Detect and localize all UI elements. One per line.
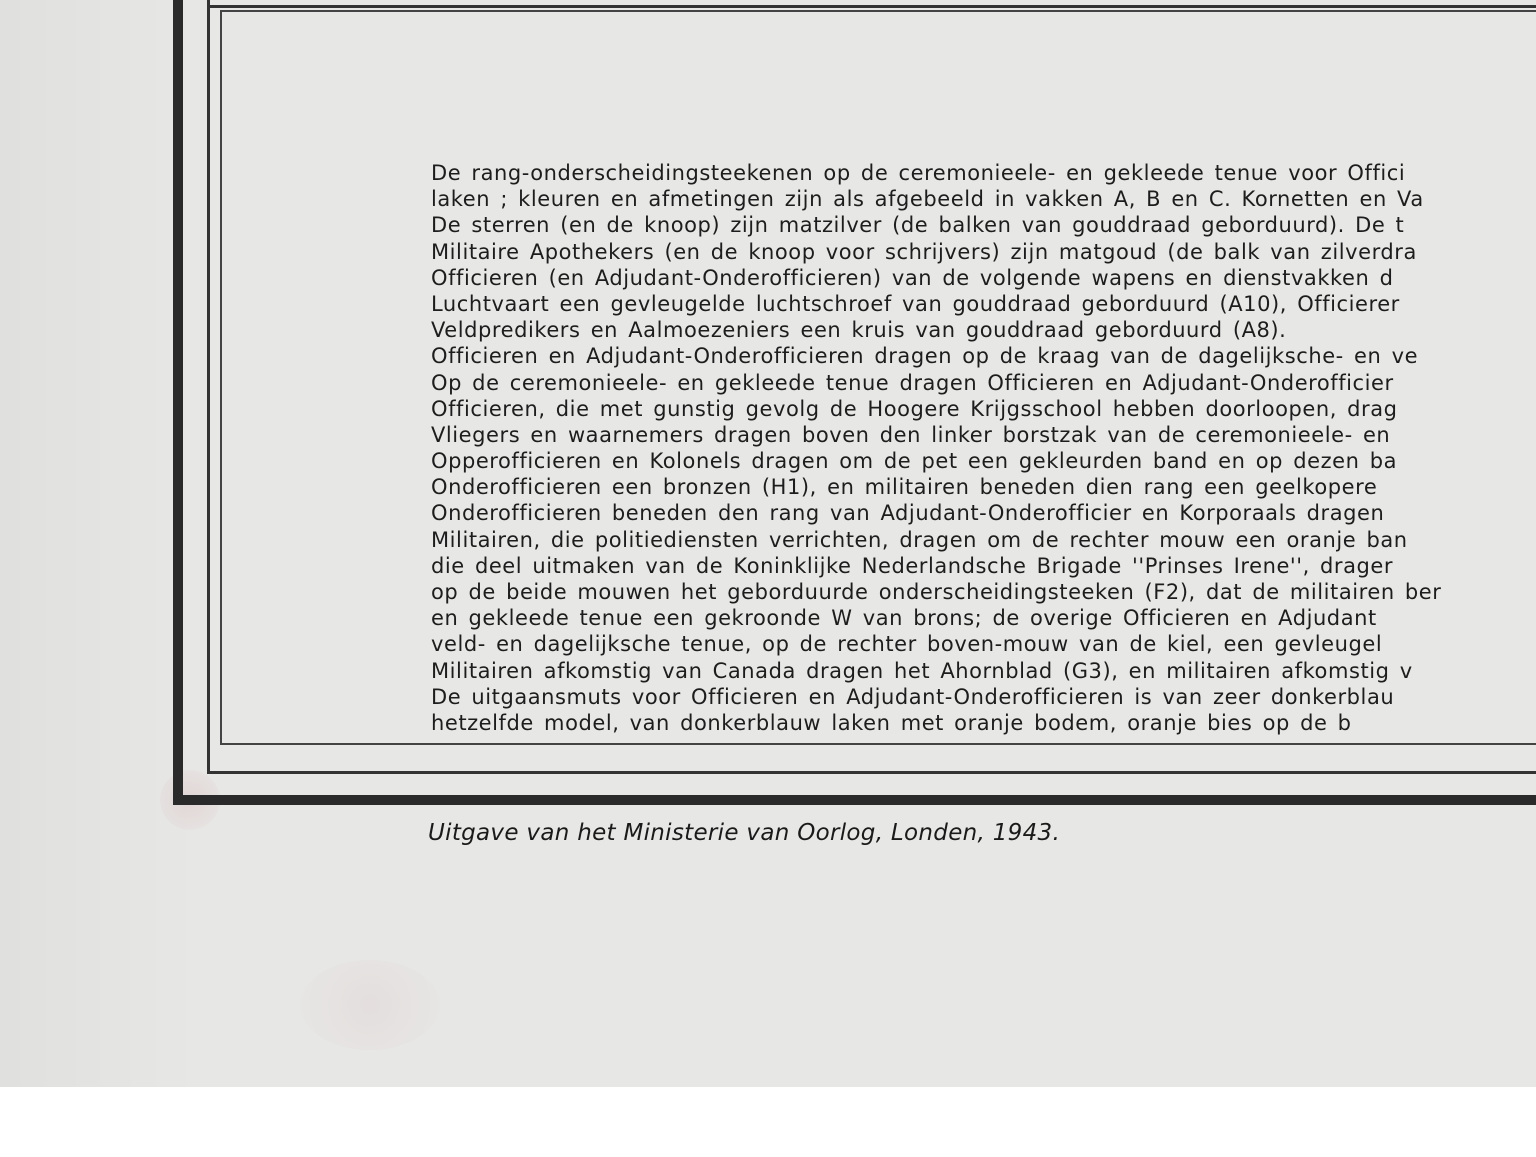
text-line: Vliegers en waarnemers dragen boven den linker borstzak van de ceremonieele- en — [431, 422, 1391, 447]
text-line: veld- en dagelijksche tenue, op de rechter boven-mouw van de kiel, een gevleugel — [431, 632, 1383, 657]
text-line: Militairen afkomstig van Canada dragen het Ahornblad (G3), en militairen afkomstig v — [431, 658, 1413, 683]
text-line: hetzelfde model, van donkerblauw laken met oranje bodem, oranje bies op de b — [431, 710, 1352, 735]
text-line: Op de ceremonieele- en gekleede tenue dragen Officieren en Adjudant-Onderofficier — [431, 370, 1394, 395]
text-line: Onderofficieren beneden den rang van Adjudant-Onderofficier en Korporaals dragen — [431, 501, 1385, 526]
text-line: laken ; kleuren en afmetingen zijn als afgebeeld in vakken A, B en C. Kornetten en Va — [431, 187, 1424, 212]
text-line: De uitgaansmuts voor Officieren en Adjudant-Onderofficieren is van zeer donkerblau — [431, 684, 1395, 709]
text-line: Veldpredikers en Aalmoezeniers een kruis van gouddraad geborduurd (A8). — [431, 318, 1287, 343]
text-line: Onderofficieren een bronzen (H1), en militairen beneden dien rang een geelkopere — [431, 475, 1378, 500]
top-border-line — [207, 5, 1536, 8]
text-line: Officieren en Adjudant-Onderofficieren dragen op de kraag van de dagelijksche- en ve — [431, 344, 1419, 369]
text-line: en gekleede tenue een gekroonde W van brons; de overige Officieren en Adjudant — [431, 606, 1377, 631]
body-text-block — [431, 160, 1536, 736]
text-line: op de beide mouwen het geborduurde onderscheidingsteeken (F2), dat de militairen ber — [431, 580, 1442, 604]
text-line: Luchtvaart een gevleugelde luchtschroef van gouddraad geborduurd (A10), Officierer — [431, 291, 1400, 316]
ink-stain — [300, 960, 440, 1050]
text-line: Officieren (en Adjudant-Onderofficieren) van de volgende wapens en dienstvakken d — [431, 265, 1394, 290]
publication-caption: Uitgave van het Ministerie van Oorlog, Londen, 1943. — [428, 820, 1061, 846]
text-line: Officieren, die met gunstig gevolg de Hoogere Krijgsschool hebben doorloopen, drag — [431, 396, 1398, 421]
text-line: Militairen, die politiediensten verrichten, dragen om de rechter mouw een oranje ban — [431, 527, 1408, 552]
text-line: die deel uitmaken van de Koninklijke Nederlandsche Brigade ''Prinses Irene'', drager — [431, 553, 1394, 578]
text-line: De rang-onderscheidingsteekenen op de ceremonieele- en gekleede tenue voor Offici — [431, 161, 1406, 185]
text-line: De sterren (en de knoop) zijn matzilver (de balken van gouddraad geborduurd). De t — [431, 213, 1405, 238]
text-line: Opperofficieren en Kolonels dragen om de pet een gekleurden band en op dezen ba — [431, 449, 1397, 474]
paper-shadow — [0, 0, 200, 1087]
text-line: Militaire Apothekers (en de knoop voor schrijvers) zijn matgoud (de balk van zilverdra — [431, 239, 1417, 264]
